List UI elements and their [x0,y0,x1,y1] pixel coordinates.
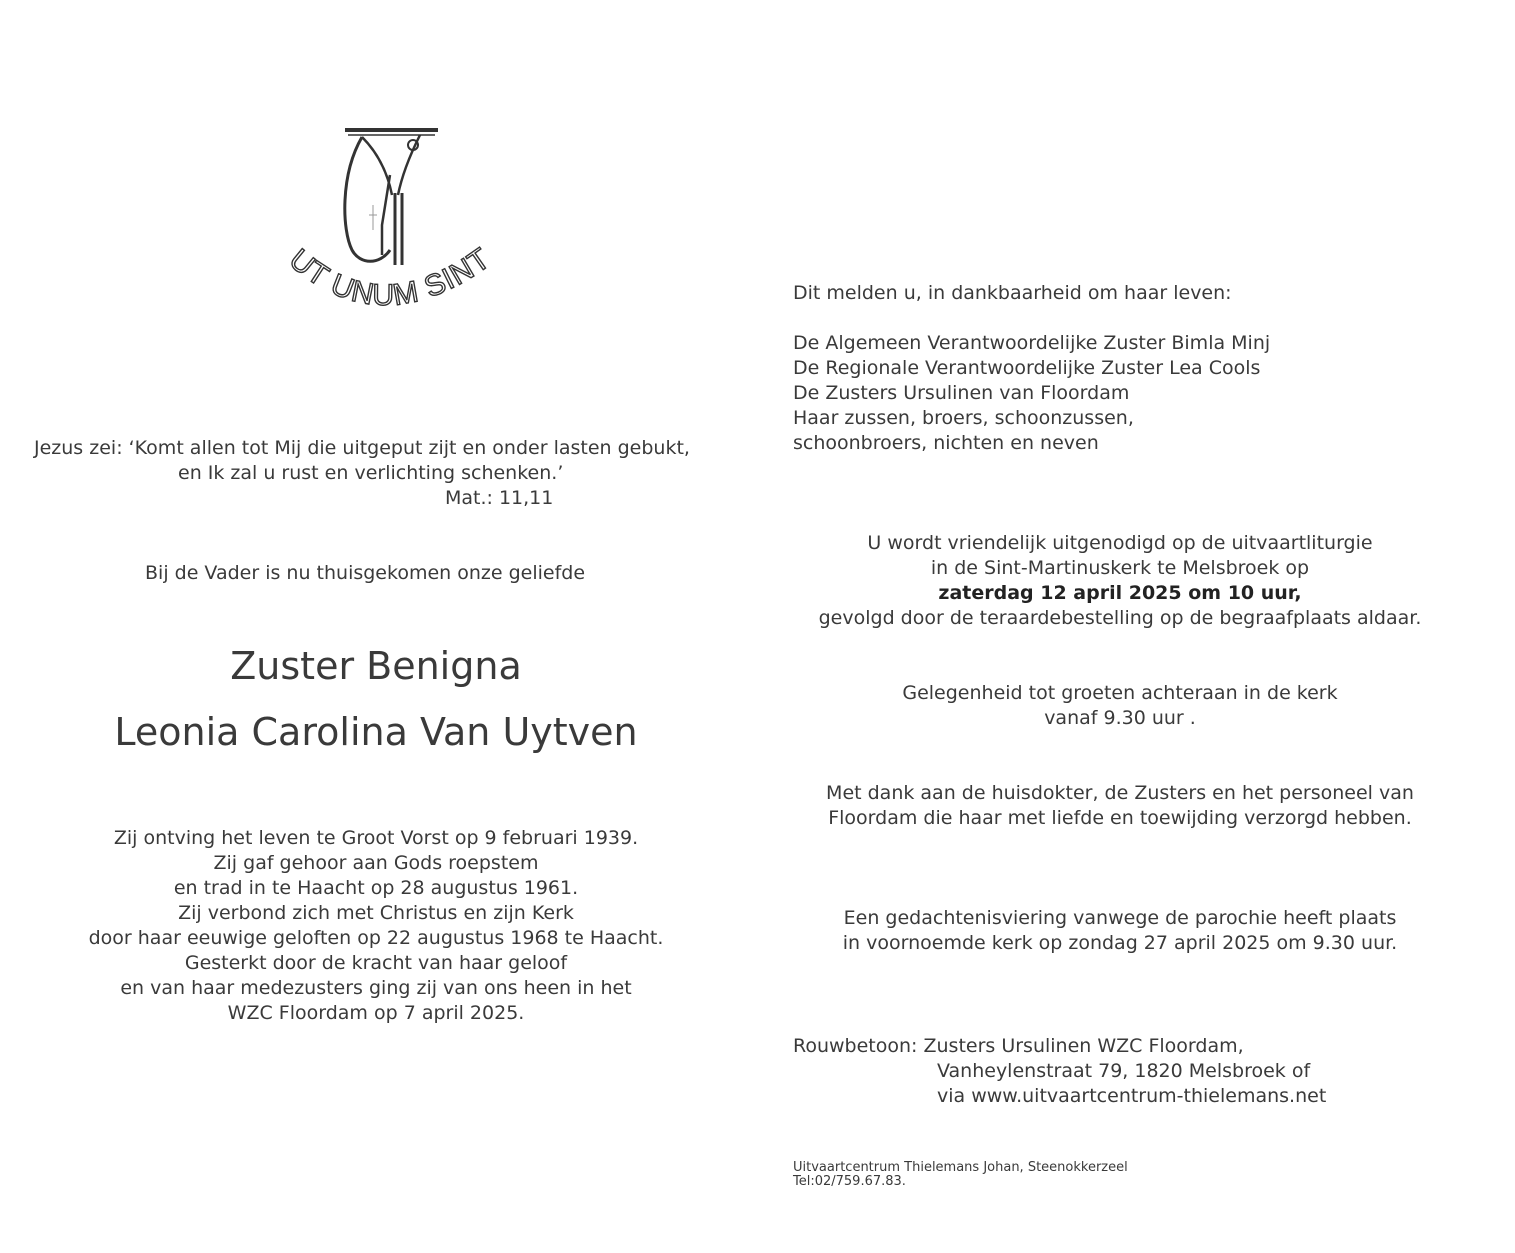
family-line: De Regionale Verantwoordelijke Zuster Lea Cools [793,357,1261,379]
memorial-line: in voornoemde kerk op zondag 27 april 2025 om 9.30 uur. [842,932,1398,954]
quote-reference: Mat.: 11,11 [445,487,554,509]
greeting-info [780,681,1460,731]
family-line: schoonbroers, nichten en neven [793,432,1099,454]
bio-line: en van haar medezusters ging zij van ons heen in het [120,977,632,999]
deceased-full-name: Leonia Carolina Van Uytven [114,710,638,754]
announcement: Dit melden u, in dankbaarheid om haar leven: [793,282,1232,304]
quote-line-1: Jezus zei: ‘Komt allen tot Mij die uitgeput zijt en onder lasten gebukt, [34,437,690,459]
bio-line: door haar eeuwige geloften op 22 augustus 1968 te Haacht. [88,927,664,949]
quote-line-2: en Ik zal u rust en verlichting schenken.’ [178,462,564,484]
condolence-address: Vanheylenstraat 79, 1820 Melsbroek of [937,1060,1311,1082]
deceased-title: Zuster Benigna [230,644,522,688]
memorial-service [780,906,1460,956]
invite-line: gevolgd door de teraardebestelling op de begraafplaats aldaar. [818,607,1422,629]
bio-line: en trad in te Haacht op 28 augustus 1961. [173,877,579,899]
family-list [793,331,1270,456]
funeral-invitation [780,531,1460,631]
bio-line: Gesterkt door de kracht van haar geloof [184,952,568,974]
family-line: Haar zussen, broers, schoonzussen, [793,407,1134,429]
funeral-home: Uitvaartcentrum Thielemans Johan, Steenokkerzeel [793,1160,1128,1175]
condolence-line-1: Rouwbetoon: Zusters Ursulinen WZC Floordam, [793,1035,1244,1057]
greeting-line: Gelegenheid tot groeten achteraan in de kerk [902,682,1338,704]
thanks-line: Met dank aan de huisdokter, de Zusters en het personeel van [826,782,1414,804]
condolence-website: via www.uitvaartcentrum-thielemans.net [937,1085,1327,1107]
bio-line: Zij verbond zich met Christus en zijn Kerk [178,902,574,924]
thanks-line: Floordam die haar met liefde en toewijding verzorgd hebben. [828,807,1412,829]
intro-text: Bij de Vader is nu thuisgekomen onze geliefde [145,562,586,584]
bio-line: Zij gaf gehoor aan Gods roepstem [213,852,539,874]
family-line: De Zusters Ursulinen van Floordam [793,382,1130,404]
bio-line: Zij ontving het leven te Groot Vorst op 9 februari 1939. [113,827,639,849]
bio-line: WZC Floordam op 7 april 2025. [227,1002,525,1024]
biography [0,826,752,1026]
invite-line: in de Sint-Martinuskerk te Melsbroek op [930,557,1310,579]
funeral-date: zaterdag 12 april 2025 om 10 uur, [938,582,1302,604]
family-line: De Algemeen Verantwoordelijke Zuster Bimla Minj [793,332,1271,354]
ut-unum-sint-logo [270,115,500,334]
memorial-line: Een gedachtenisviering vanwege de parochie heeft plaats [843,907,1397,929]
logo-motto: UT UNUM SINT [282,241,497,313]
greeting-line: vanaf 9.30 uur . [1044,707,1196,729]
cross-figure-icon [270,115,500,330]
funeral-home-phone: Tel:02/759.67.83. [793,1174,906,1189]
invite-line: U wordt vriendelijk uitgenodigd op de uitvaartliturgie [867,532,1373,554]
thanks-note [780,781,1460,831]
